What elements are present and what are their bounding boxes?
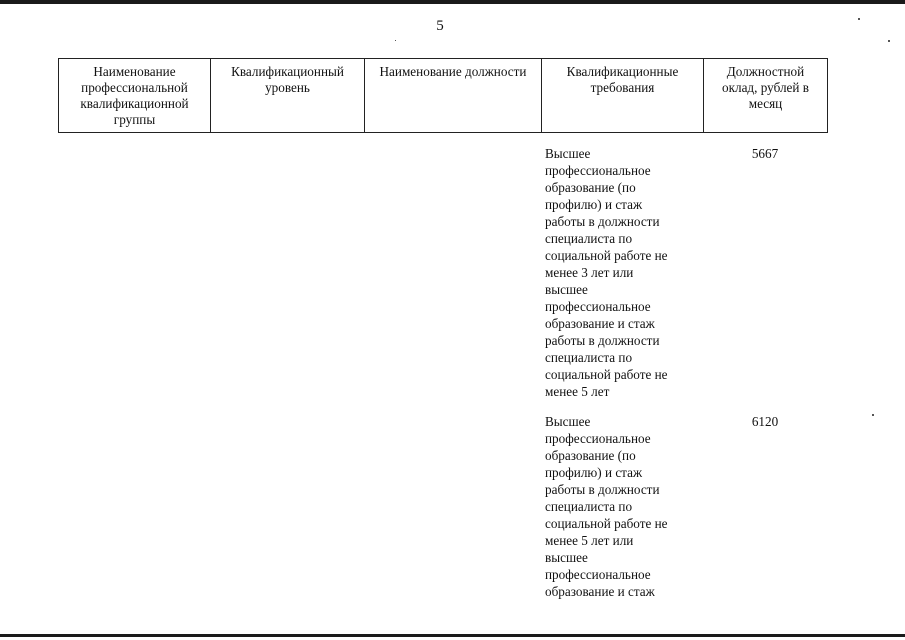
req-line: социальной работе не xyxy=(545,367,668,382)
req-line: профилю) и стаж xyxy=(545,465,643,480)
req-line: Высшее xyxy=(545,146,591,161)
req-line: профессиональное xyxy=(545,431,651,446)
row-1-salary: 5667 xyxy=(751,146,779,161)
header-qualification-requirements: Квалификационные требования xyxy=(542,59,704,133)
req-line: образование и стаж xyxy=(545,584,655,599)
req-line: работы в должности xyxy=(545,214,660,229)
req-line: специалиста по xyxy=(545,499,633,514)
req-line: специалиста по xyxy=(545,350,633,365)
req-line: работы в должности xyxy=(545,333,660,348)
qualification-table xyxy=(58,58,828,133)
req-line: высшее xyxy=(545,282,588,297)
req-line: менее 5 лет или xyxy=(545,533,634,548)
req-line: менее 3 лет или xyxy=(545,265,634,280)
page-number: 5 xyxy=(436,18,444,34)
req-line: профессиональное xyxy=(545,567,651,582)
bottom-border-rule xyxy=(0,634,905,637)
header-group-name: Наименование профессиональной квалификационной группы xyxy=(59,59,211,133)
req-line: профессиональное xyxy=(545,163,651,178)
header-salary: Должностной оклад, рублей в месяц xyxy=(704,59,828,133)
req-line: образование (по xyxy=(545,448,636,463)
row-1-requirements xyxy=(545,145,705,400)
req-line: профилю) и стаж xyxy=(545,197,643,212)
header-qualification-level: Квалификационный уровень xyxy=(211,59,365,133)
scan-speck xyxy=(395,40,396,41)
scan-speck xyxy=(872,414,874,416)
row-2-requirements xyxy=(545,413,705,600)
req-line: профессиональное xyxy=(545,299,651,314)
top-border-rule xyxy=(0,0,905,4)
req-line: специалиста по xyxy=(545,231,633,246)
req-line: образование и стаж xyxy=(545,316,655,331)
req-line: социальной работе не xyxy=(545,248,668,263)
row-2-salary: 6120 xyxy=(751,414,779,429)
req-line: работы в должности xyxy=(545,482,660,497)
req-line: образование (по xyxy=(545,180,636,195)
req-line: Высшее xyxy=(545,414,591,429)
req-line: менее 5 лет xyxy=(545,384,610,399)
scan-speck xyxy=(888,40,890,42)
req-line: высшее xyxy=(545,550,588,565)
table-header-row xyxy=(59,59,828,133)
scan-speck xyxy=(858,18,860,20)
req-line: социальной работе не xyxy=(545,516,668,531)
header-position-name: Наименование должности xyxy=(365,59,542,133)
